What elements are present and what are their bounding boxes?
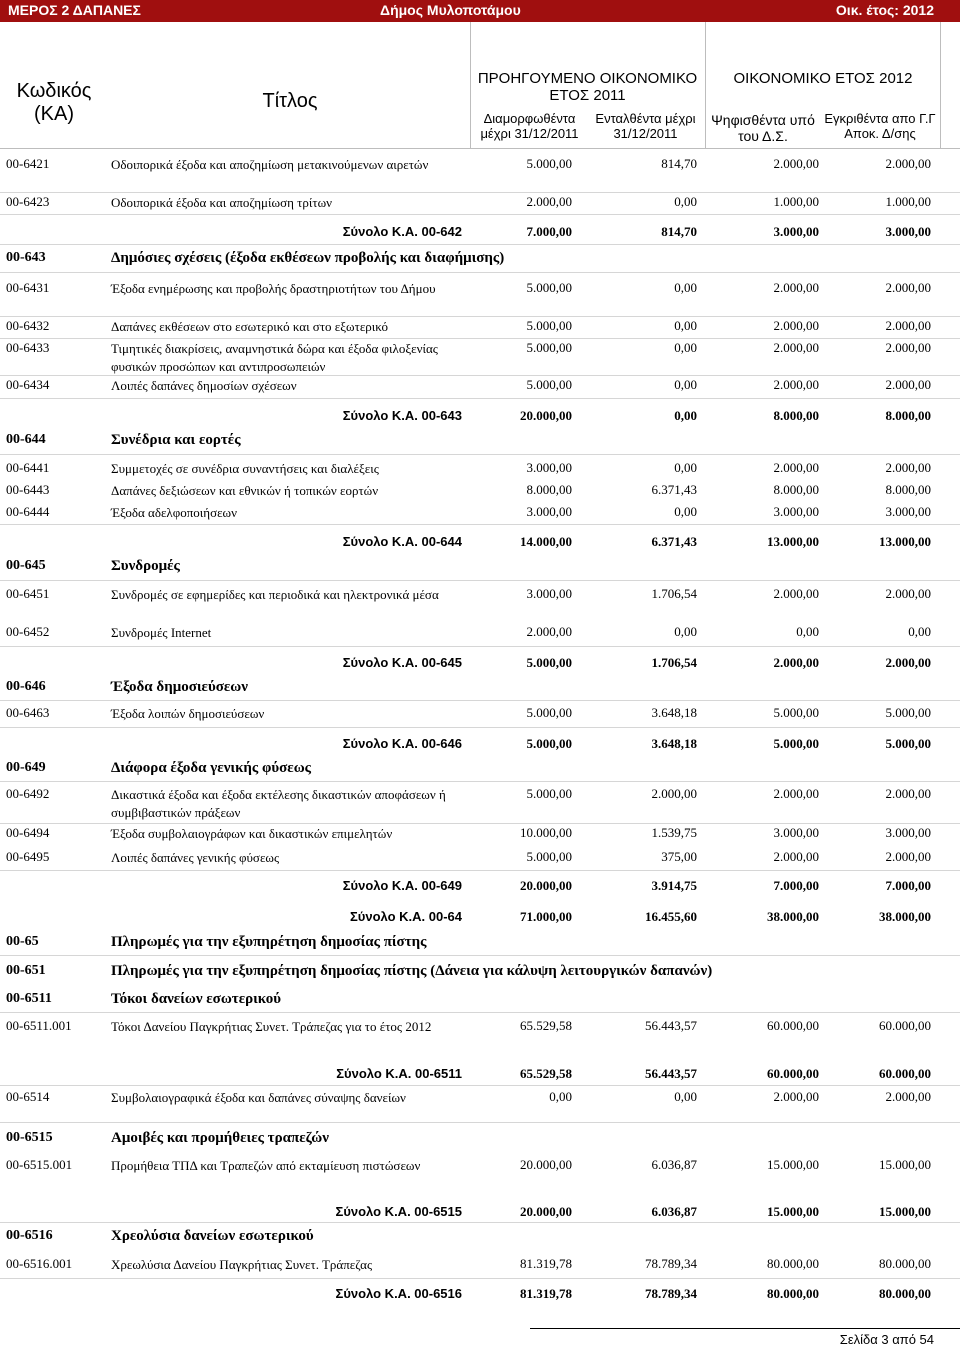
row-divider: [0, 375, 960, 376]
row-voted-value: 2.000,00: [773, 156, 819, 171]
row-code: 00-6514: [6, 1089, 50, 1104]
row-voted-value: 3.000,00: [773, 825, 819, 840]
certified-column-header: Ενταλθέντα μέχρι 31/12/2011: [595, 111, 696, 141]
row-voted-value: 2.000,00: [773, 586, 819, 601]
section-title: Αμοιβές και προμήθειες τραπεζών: [111, 1130, 329, 1146]
row-code: 00-6452: [6, 624, 50, 639]
row-divider: [0, 1122, 960, 1123]
row-formed-value: 65.529,58: [520, 1018, 572, 1033]
row-approved-value: 2.000,00: [885, 340, 931, 355]
subtotal-formed: 20.000,00: [520, 878, 572, 893]
row-title: Δαπάνες εκθέσεων στο εσωτερικό και στο εξωτερικό: [111, 319, 389, 334]
section-title: Δημόσιες σχέσεις (έξοδα εκθέσεων προβολής και διαφήμισης): [111, 250, 505, 266]
footer-rule: [530, 1328, 960, 1329]
row-approved-value: 2.000,00: [885, 280, 931, 295]
subtotal-approved: 38.000,00: [879, 909, 931, 924]
row-title: Τόκοι Δανείου Παγκρήτιας Συνετ. Τράπεζας για το έτος 2012: [111, 1019, 432, 1034]
section-code: 00-65: [6, 934, 39, 949]
row-divider: [0, 1222, 960, 1223]
row-voted-value: 2.000,00: [773, 849, 819, 864]
subtotal-certified: 3.648,18: [651, 736, 697, 751]
header-part-label: ΜΕΡΟΣ 2 ΔΑΠΑΝΕΣ: [8, 2, 141, 18]
row-certified-value: 0,00: [674, 340, 697, 355]
row-approved-value: 2.000,00: [885, 377, 931, 392]
section-title: Συνδρομές: [111, 558, 180, 574]
row-title: Έξοδα λοιπών δημοσιεύσεων: [111, 706, 265, 721]
row-formed-value: 5.000,00: [526, 786, 572, 801]
row-divider: [0, 727, 960, 728]
subtotal-certified: 56.443,57: [645, 1066, 697, 1081]
row-formed-value: 2.000,00: [526, 624, 572, 639]
subtotal-voted: 60.000,00: [767, 1066, 819, 1081]
row-title: Δαπάνες δεξιώσεων και εθνικών ή τοπικών εορτών: [111, 483, 379, 498]
section-title: Χρεολύσια δανείων εσωτερικού: [111, 1228, 314, 1244]
section-title: Πληρωμές για την εξυπηρέτηση δημοσίας πίστης (Δάνεια για κάλυψη λειτουργικών δαπανών): [111, 963, 713, 979]
row-certified-value: 375,00: [661, 849, 697, 864]
section-code: 00-649: [6, 760, 46, 775]
table-row: [0, 156, 960, 192]
row-divider: [0, 580, 960, 581]
row-formed-value: 10.000,00: [520, 825, 572, 840]
section-title: Διάφορα έξοδα γενικής φύσεως: [111, 760, 312, 776]
row-certified-value: 814,70: [661, 156, 697, 171]
row-code: 00-6431: [6, 280, 50, 295]
row-certified-value: 0,00: [674, 624, 697, 639]
row-code: 00-6432: [6, 318, 50, 333]
subtotal-approved: 2.000,00: [885, 655, 931, 670]
subtotal-voted: 2.000,00: [773, 655, 819, 670]
row-approved-value: 2.000,00: [885, 460, 931, 475]
row-formed-value: 5.000,00: [526, 340, 572, 355]
subtotal-label: Σύνολο Κ.Α. 00-644: [342, 534, 462, 549]
row-code: 00-6451: [6, 586, 50, 601]
row-title: Συνδρομές σε εφημερίδες και περιοδικά και ηλεκτρονικά μέσα: [111, 587, 439, 602]
row-approved-value: 60.000,00: [879, 1018, 931, 1033]
subtotal-voted: 15.000,00: [767, 1204, 819, 1219]
row-code: 00-6433: [6, 340, 50, 355]
row-certified-value: 0,00: [674, 460, 697, 475]
subtotal-label: Σύνολο Κ.Α. 00-643: [342, 408, 462, 423]
row-certified-value: 56.443,57: [645, 1018, 697, 1033]
subtotal-label: Σύνολο Κ.Α. 00-649: [342, 878, 462, 893]
subtotal-formed: 71.000,00: [520, 909, 572, 924]
row-voted-value: 2.000,00: [773, 377, 819, 392]
section-code: 00-644: [6, 432, 46, 447]
row-formed-value: 3.000,00: [526, 460, 572, 475]
row-code: 00-6421: [6, 156, 50, 171]
row-divider: [0, 1012, 960, 1013]
subtotal-certified: 3.914,75: [651, 878, 697, 893]
row-certified-value: 2.000,00: [651, 786, 697, 801]
subtotal-formed: 81.319,78: [520, 1286, 572, 1301]
formed-column-header: Διαμορφωθέντα μέχρι 31/12/2011: [480, 111, 579, 141]
row-certified-value: 3.648,18: [651, 705, 697, 720]
subtotal-label: Σύνολο Κ.Α. 00-64: [349, 909, 462, 924]
section-code: 00-646: [6, 679, 46, 694]
row-divider: [0, 214, 960, 215]
row-formed-value: 5.000,00: [526, 318, 572, 333]
section-title: Τόκοι δανείων εσωτερικού: [111, 991, 281, 1007]
section-code: 00-6511: [6, 991, 52, 1006]
subtotal-certified: 16.455,60: [645, 909, 697, 924]
subtotal-approved: 13.000,00: [879, 534, 931, 549]
row-certified-value: 1.539,75: [651, 825, 697, 840]
row-voted-value: 60.000,00: [767, 1018, 819, 1033]
subtotal-approved: 15.000,00: [879, 1204, 931, 1219]
row-voted-value: 80.000,00: [767, 1256, 819, 1271]
subtotal-certified: 78.789,34: [645, 1286, 697, 1301]
row-certified-value: 0,00: [674, 318, 697, 333]
section-title: Έξοδα δημοσιεύσεων: [111, 679, 248, 695]
row-title: Χρεωλύσια Δανείου Παγκρήτιας Συνετ. Τράπεζας: [111, 1257, 373, 1272]
row-code: 00-6511.001: [6, 1018, 72, 1033]
subtotal-label: Σύνολο Κ.Α. 00-645: [342, 655, 462, 670]
row-certified-value: 0,00: [674, 504, 697, 519]
row-title: Λοιπές δαπάνες δημοσίων σχέσεων: [111, 378, 297, 393]
row-divider: [0, 192, 960, 193]
subtotal-voted: 3.000,00: [773, 224, 819, 239]
row-voted-value: 2.000,00: [773, 318, 819, 333]
row-title: Τιμητικές διακρίσεις, αναμνηστικά δώρα και έξοδα φιλοξενίας φυσικών προσώπων και αντιπροσωπειών: [111, 341, 438, 374]
subtotal-approved: 80.000,00: [879, 1286, 931, 1301]
row-title: Δικαστικά έξοδα και έξοδα εκτέλεσης δικαστικών αποφάσεων ή συμβιβαστικών πράξεων: [111, 787, 446, 820]
row-divider: [0, 338, 960, 339]
row-code: 00-6423: [6, 194, 50, 209]
row-formed-value: 8.000,00: [526, 482, 572, 497]
row-title: Συμβολαιογραφικά έξοδα και δαπάνες σύναψης δανείων: [111, 1090, 406, 1105]
subtotal-label: Σύνολο Κ.Α. 00-6511: [336, 1066, 462, 1081]
row-voted-value: 2.000,00: [773, 1089, 819, 1104]
page-number: Σελίδα 3 από 54: [839, 1332, 934, 1347]
row-certified-value: 0,00: [674, 194, 697, 209]
row-title: Οδοιπορικά έξοδα και αποζημίωση μετακινούμενων αιρετών: [111, 157, 429, 172]
row-title: Έξοδα ενημέρωσης και προβολής δραστηριοτήτων του Δήμου: [111, 281, 436, 296]
row-approved-value: 3.000,00: [885, 825, 931, 840]
row-approved-value: 2.000,00: [885, 318, 931, 333]
row-title: Έξοδα συμβολαιογράφων και δικαστικών επιμελητών: [111, 826, 393, 841]
subtotal-certified: 814,70: [661, 224, 697, 239]
row-voted-value: 2.000,00: [773, 460, 819, 475]
row-code: 00-6515.001: [6, 1157, 73, 1172]
subtotal-voted: 8.000,00: [773, 408, 819, 423]
row-formed-value: 0,00: [549, 1089, 572, 1104]
row-code: 00-6494: [6, 825, 50, 840]
section-code: 00-645: [6, 558, 46, 573]
row-approved-value: 2.000,00: [885, 786, 931, 801]
row-voted-value: 0,00: [796, 624, 819, 639]
voted-column-header: Ψηφισθέντα υπό του Δ.Σ.: [711, 112, 815, 145]
subtotal-certified: 6.371,43: [651, 534, 697, 549]
row-voted-value: 15.000,00: [767, 1157, 819, 1172]
row-divider: [0, 823, 960, 824]
row-divider: [0, 272, 960, 273]
row-approved-value: 80.000,00: [879, 1256, 931, 1271]
row-voted-value: 3.000,00: [773, 504, 819, 519]
row-code: 00-6492: [6, 786, 50, 801]
header-municipality: Δήμος Μυλοποτάμου: [380, 2, 521, 18]
subtotal-voted: 13.000,00: [767, 534, 819, 549]
row-approved-value: 2.000,00: [885, 156, 931, 171]
subtotal-formed: 20.000,00: [520, 408, 572, 423]
row-formed-value: 5.000,00: [526, 280, 572, 295]
row-divider: [0, 316, 960, 317]
row-divider: [0, 1278, 960, 1279]
prev-year-header: ΠΡΟΗΓΟΥΜΕΝΟ ΟΙΚΟΝΟΜΙΚΟ ΕΤΟΣ 2011: [477, 70, 698, 105]
subtotal-approved: 8.000,00: [885, 408, 931, 423]
row-approved-value: 8.000,00: [885, 482, 931, 497]
row-title: Έξοδα αδελφοποιήσεων: [111, 505, 237, 520]
row-approved-value: 3.000,00: [885, 504, 931, 519]
subtotal-label: Σύνολο Κ.Α. 00-642: [342, 224, 462, 239]
title-column-header: Τίτλος: [262, 90, 318, 112]
section-title: Συνέδρια και εορτές: [111, 432, 241, 448]
row-formed-value: 5.000,00: [526, 705, 572, 720]
section-code: 00-6515: [6, 1130, 53, 1145]
subtotal-formed: 14.000,00: [520, 534, 572, 549]
row-approved-value: 5.000,00: [885, 705, 931, 720]
row-title: Λοιπές δαπάνες γενικής φύσεως: [111, 850, 280, 865]
row-approved-value: 2.000,00: [885, 586, 931, 601]
row-certified-value: 6.036,87: [651, 1157, 697, 1172]
row-title: Συμμετοχές σε συνέδρια συναντήσεις και διαλέξεις: [111, 461, 379, 476]
subtotal-approved: 7.000,00: [885, 878, 931, 893]
row-voted-value: 8.000,00: [773, 482, 819, 497]
subtotal-formed: 20.000,00: [520, 1204, 572, 1219]
subtotal-formed: 7.000,00: [526, 224, 572, 239]
row-code: 00-6434: [6, 377, 50, 392]
row-formed-value: 3.000,00: [526, 586, 572, 601]
subtotal-voted: 80.000,00: [767, 1286, 819, 1301]
header-bottom-rule: [0, 148, 960, 149]
subtotal-formed: 65.529,58: [520, 1066, 572, 1081]
section-code: 00-6516: [6, 1228, 53, 1243]
row-title: Οδοιπορικά έξοδα και αποζημίωση τρίτων: [111, 195, 333, 210]
row-voted-value: 2.000,00: [773, 280, 819, 295]
row-formed-value: 2.000,00: [526, 194, 572, 209]
subtotal-approved: 60.000,00: [879, 1066, 931, 1081]
subtotal-approved: 5.000,00: [885, 736, 931, 751]
row-certified-value: 0,00: [674, 280, 697, 295]
row-certified-value: 6.371,43: [651, 482, 697, 497]
row-code: 00-6441: [6, 460, 50, 475]
column-header: [0, 22, 960, 149]
row-divider: [0, 398, 960, 399]
row-code: 00-6444: [6, 504, 50, 519]
row-certified-value: 0,00: [674, 377, 697, 392]
row-approved-value: 1.000,00: [885, 194, 931, 209]
row-divider: [0, 700, 960, 701]
row-code: 00-6495: [6, 849, 50, 864]
section-code: 00-651: [6, 963, 46, 978]
row-voted-value: 1.000,00: [773, 194, 819, 209]
row-formed-value: 5.000,00: [526, 156, 572, 171]
row-voted-value: 2.000,00: [773, 786, 819, 801]
row-divider: [0, 524, 960, 525]
row-voted-value: 2.000,00: [773, 340, 819, 355]
row-formed-value: 3.000,00: [526, 504, 572, 519]
row-approved-value: 2.000,00: [885, 849, 931, 864]
row-approved-value: 0,00: [908, 624, 931, 639]
row-certified-value: 1.706,54: [651, 586, 697, 601]
row-code: 00-6443: [6, 482, 50, 497]
subtotal-voted: 5.000,00: [773, 736, 819, 751]
row-certified-value: 0,00: [674, 1089, 697, 1104]
code-column-header: Κωδικός (ΚΑ): [16, 80, 92, 125]
subtotal-voted: 7.000,00: [773, 878, 819, 893]
current-year-header: ΟΙΚΟΝΟΜΙΚΟ ΕΤΟΣ 2012: [733, 70, 913, 87]
row-approved-value: 15.000,00: [879, 1157, 931, 1172]
row-formed-value: 5.000,00: [526, 849, 572, 864]
subtotal-certified: 6.036,87: [651, 1204, 697, 1219]
subtotal-voted: 38.000,00: [767, 909, 819, 924]
subtotal-label: Σύνολο Κ.Α. 00-6516: [335, 1286, 462, 1301]
header-fiscal-year: Οικ. έτος: 2012: [835, 2, 934, 18]
subtotal-certified: 0,00: [674, 408, 697, 423]
section-code: 00-643: [6, 250, 46, 265]
section-title: Πληρωμές για την εξυπηρέτηση δημοσίας πίστης: [111, 934, 427, 950]
subtotal-approved: 3.000,00: [885, 224, 931, 239]
row-divider: [0, 646, 960, 647]
row-divider: [0, 955, 960, 956]
page-header-bar: [0, 0, 960, 22]
approved-column-header: Εγκριθέντα απο Γ.Γ Αποκ. Δ/σης: [824, 111, 936, 141]
subtotal-formed: 5.000,00: [526, 655, 572, 670]
subtotal-label: Σύνολο Κ.Α. 00-646: [342, 736, 462, 751]
row-code: 00-6463: [6, 705, 50, 720]
row-formed-value: 81.319,78: [520, 1256, 572, 1271]
row-approved-value: 2.000,00: [885, 1089, 931, 1104]
subtotal-certified: 1.706,54: [651, 655, 697, 670]
row-divider: [0, 870, 960, 871]
row-divider: [0, 1085, 960, 1086]
row-title: Συνδρομές Internet: [111, 625, 212, 640]
row-voted-value: 5.000,00: [773, 705, 819, 720]
row-formed-value: 5.000,00: [526, 377, 572, 392]
row-title: Προμήθεια ΤΠΔ και Τραπεζών από εκταμίευση πιστώσεων: [111, 1158, 421, 1173]
subtotal-label: Σύνολο Κ.Α. 00-6515: [335, 1204, 462, 1219]
row-formed-value: 20.000,00: [520, 1157, 572, 1172]
row-code: 00-6516.001: [6, 1256, 73, 1271]
row-divider: [0, 454, 960, 455]
subtotal-formed: 5.000,00: [526, 736, 572, 751]
row-divider: [0, 244, 960, 245]
row-divider: [0, 781, 960, 782]
row-certified-value: 78.789,34: [645, 1256, 697, 1271]
